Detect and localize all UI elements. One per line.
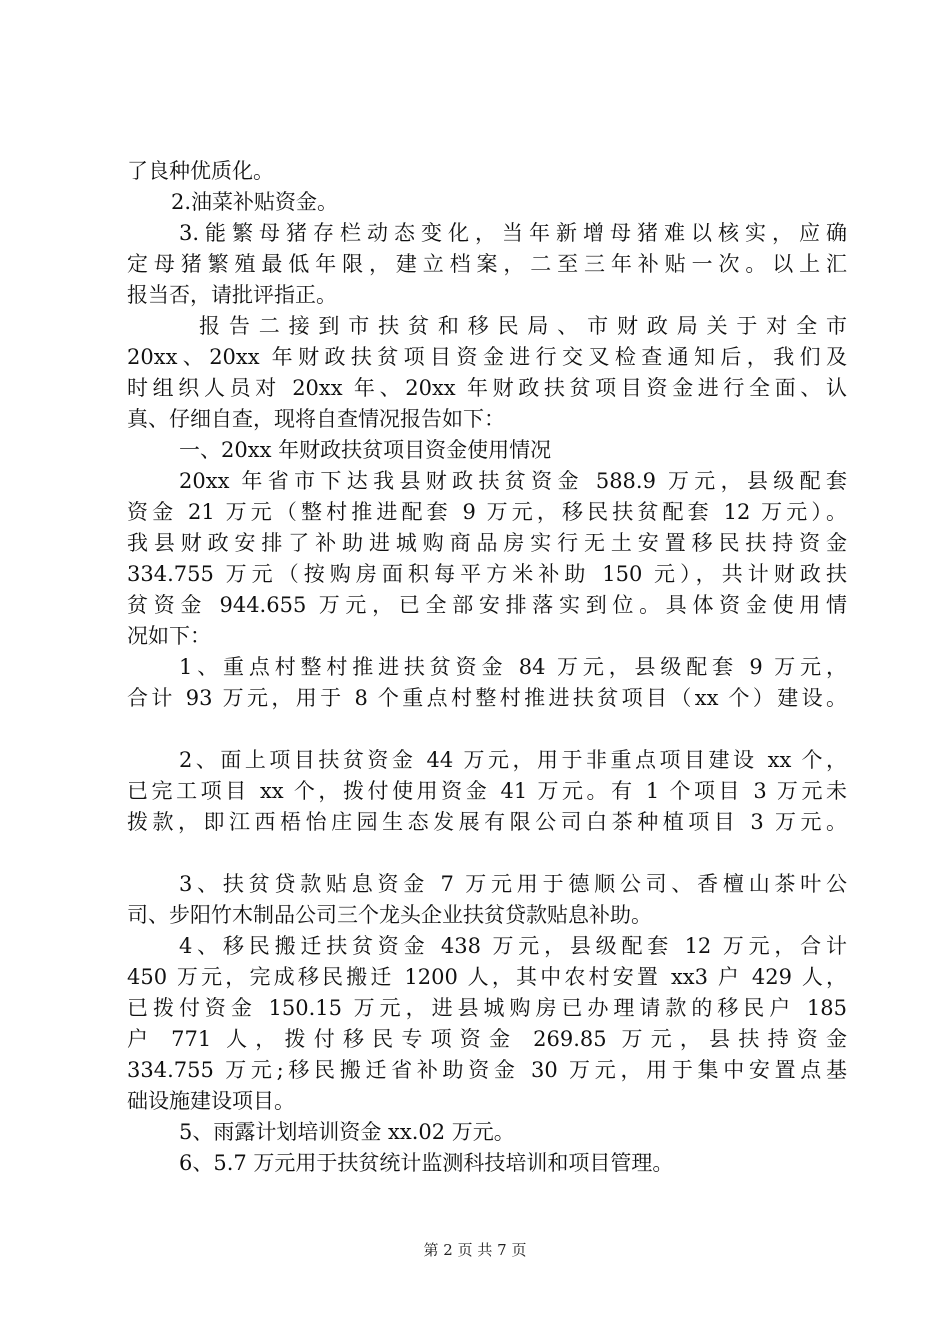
text-line: 贫资金 944.655 万元，已全部安排落实到位。具体资金使用情 (127, 593, 847, 617)
text-line: 户 771 人，拨付移民专项资金 269.85 万元，县扶持资金 (127, 1027, 847, 1051)
text-line: 合计 93 万元，用于 8 个重点村整村推进扶贫项目（xx 个）建设。 (127, 686, 847, 710)
text-line: 拨款，即江西梧怡庄园生态发展有限公司白茶种植项目 3 万元。 (127, 810, 847, 834)
text-line: 20xx、20xx 年财政扶贫项目资金进行交叉检查通知后，我们及 (127, 345, 847, 369)
text-line: 1、重点村整村推进扶贫资金 84 万元，县级配套 9 万元， (179, 655, 847, 679)
paragraph-gap (127, 838, 847, 869)
text-line: 6、5.7 万元用于扶贫统计监测科技培训和项目管理。 (179, 1151, 674, 1175)
paragraph-gap (127, 714, 847, 745)
section-heading: 一、20xx 年财政扶贫项目资金使用情况 (179, 438, 552, 462)
text-line: 时组织人员对 20xx 年、20xx 年财政扶贫项目资金进行全面、认 (127, 376, 847, 400)
text-line: 我县财政安排了补助进城购商品房实行无土安置移民扶持资金 (127, 531, 847, 555)
text-line: 资金 21 万元（整村推进配套 9 万元，移民扶贫配套 12 万元）。 (127, 500, 847, 524)
text-line: 础设施建设项目。 (127, 1089, 295, 1113)
text-line: 报当否，请批评指正。 (127, 283, 337, 307)
page-number-footer: 第 2 页 共 7 页 (423, 1241, 527, 1259)
text-line: 450 万元，完成移民搬迁 1200 人，其中农村安置 xx3 户 429 人， (127, 965, 847, 989)
text-line: 3、扶贫贷款贴息资金 7 万元用于德顺公司、香檀山茶叶公 (179, 872, 847, 896)
text-line: 334.755 万元（按购房面积每平方米补助 150 元），共计财政扶 (127, 562, 847, 586)
text-line: 司、步阳竹木制品公司三个龙头企业扶贫贷款贴息补助。 (127, 903, 652, 927)
text-line: 20xx 年省市下达我县财政扶贫资金 588.9 万元，县级配套 (179, 469, 847, 493)
text-line: 4、移民搬迁扶贫资金 438 万元，县级配套 12 万元，合计 (179, 934, 847, 958)
text-line: 2.油菜补贴资金。 (171, 190, 339, 214)
text-line: 报告二接到市扶贫和移民局、市财政局关于对全市 (199, 314, 847, 338)
document-body (127, 156, 847, 1179)
text-line: 3.能繁母猪存栏动态变化，当年新增母猪难以核实，应确 (179, 221, 847, 245)
text-line: 2、面上项目扶贫资金 44 万元，用于非重点项目建设 xx 个， (179, 748, 847, 772)
text-line: 已完工项目 xx 个，拨付使用资金 41 万元。有 1 个项目 3 万元未 (127, 779, 847, 803)
text-line: 5、雨露计划培训资金 xx.02 万元。 (179, 1120, 515, 1144)
text-line: 定母猪繁殖最低年限，建立档案，二至三年补贴一次。以上汇 (127, 252, 847, 276)
text-line: 况如下： (127, 624, 211, 648)
text-line: 真、仔细自查，现将自查情况报告如下： (127, 407, 505, 431)
text-line: 了良种优质化。 (127, 159, 274, 183)
text-line: 已拨付资金 150.15 万元，进县城购房已办理请款的移民户 185 (127, 996, 847, 1020)
text-line: 334.755 万元;移民搬迁省补助资金 30 万元，用于集中安置点基 (127, 1058, 847, 1082)
